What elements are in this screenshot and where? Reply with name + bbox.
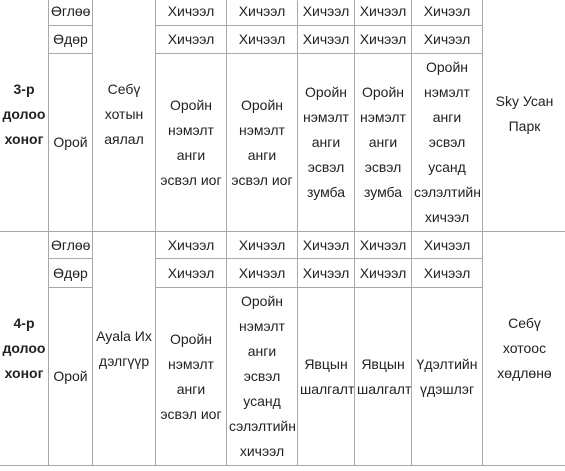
schedule-cell: Хичээл xyxy=(412,259,483,288)
schedule-cell: Оройн нэмэлт анги эсвэл усанд сэлэлтийн хичээл xyxy=(412,54,483,232)
day-part: Өглөө xyxy=(49,0,93,26)
schedule-cell: Оройн нэмэлт анги эсвэл иог xyxy=(156,288,227,466)
schedule-cell: Хичээл xyxy=(156,232,227,259)
day-part: Орой xyxy=(49,288,93,466)
schedule-cell: Хичээл xyxy=(227,26,298,54)
day-part: Өдөр xyxy=(49,259,93,288)
schedule-cell: Хичээл xyxy=(355,259,412,288)
activity-location: Ayala Их дэлгүүр xyxy=(93,232,156,466)
schedule-cell: Хичээл xyxy=(355,0,412,26)
schedule-cell: Оройн нэмэлт анги эсвэл иог xyxy=(156,54,227,232)
schedule-cell: Хичээл xyxy=(298,232,355,259)
schedule-cell: Оройн нэмэлт анги эсвэл иог xyxy=(227,54,298,232)
week-label: 4-р долоо хоног xyxy=(0,232,49,466)
schedule-cell: Хичээл xyxy=(156,259,227,288)
schedule-cell: Хичээл xyxy=(227,259,298,288)
schedule-cell: Хичээл xyxy=(355,232,412,259)
table-row xyxy=(0,26,565,54)
table-row xyxy=(0,288,565,466)
day-part: Өглөө xyxy=(49,232,93,259)
schedule-cell: Явцын шалгалт xyxy=(298,288,355,466)
table-row xyxy=(0,232,565,259)
schedule-cell: Явцын шалгалт xyxy=(355,288,412,466)
schedule-cell: Оройн нэмэлт анги эсвэл усанд сэлэлтийн хичээл xyxy=(227,288,298,466)
day-part: Орой xyxy=(49,54,93,232)
schedule-cell: Хичээл xyxy=(227,232,298,259)
schedule-cell: Оройн нэмэлт анги эсвэл зумба xyxy=(355,54,412,232)
table-row xyxy=(0,0,565,26)
schedule-cell: Хичээл xyxy=(227,0,298,26)
schedule-cell: Хичээл xyxy=(412,26,483,54)
activity-location: Себү хотын аялал xyxy=(93,0,156,232)
week-label: 3-р долоо хоног xyxy=(0,0,49,232)
schedule-cell: Хичээл xyxy=(156,26,227,54)
schedule-cell: Үдэлтийн үдэшлэг xyxy=(412,288,483,466)
schedule-cell: Хичээл xyxy=(355,26,412,54)
schedule-cell: Хичээл xyxy=(412,232,483,259)
weekend-activity: Sky Усан Парк xyxy=(483,0,565,232)
schedule-cell: Оройн нэмэлт анги эсвэл зумба xyxy=(298,54,355,232)
schedule-cell: Хичээл xyxy=(298,0,355,26)
table-row xyxy=(0,259,565,288)
day-part: Өдөр xyxy=(49,26,93,54)
schedule-cell: Хичээл xyxy=(298,259,355,288)
weekend-activity: Себү хотоос хөдлөнө xyxy=(483,232,565,466)
schedule-cell: Хичээл xyxy=(156,0,227,26)
table-row xyxy=(0,54,565,232)
schedule-cell: Хичээл xyxy=(298,26,355,54)
schedule-cell: Хичээл xyxy=(412,0,483,26)
